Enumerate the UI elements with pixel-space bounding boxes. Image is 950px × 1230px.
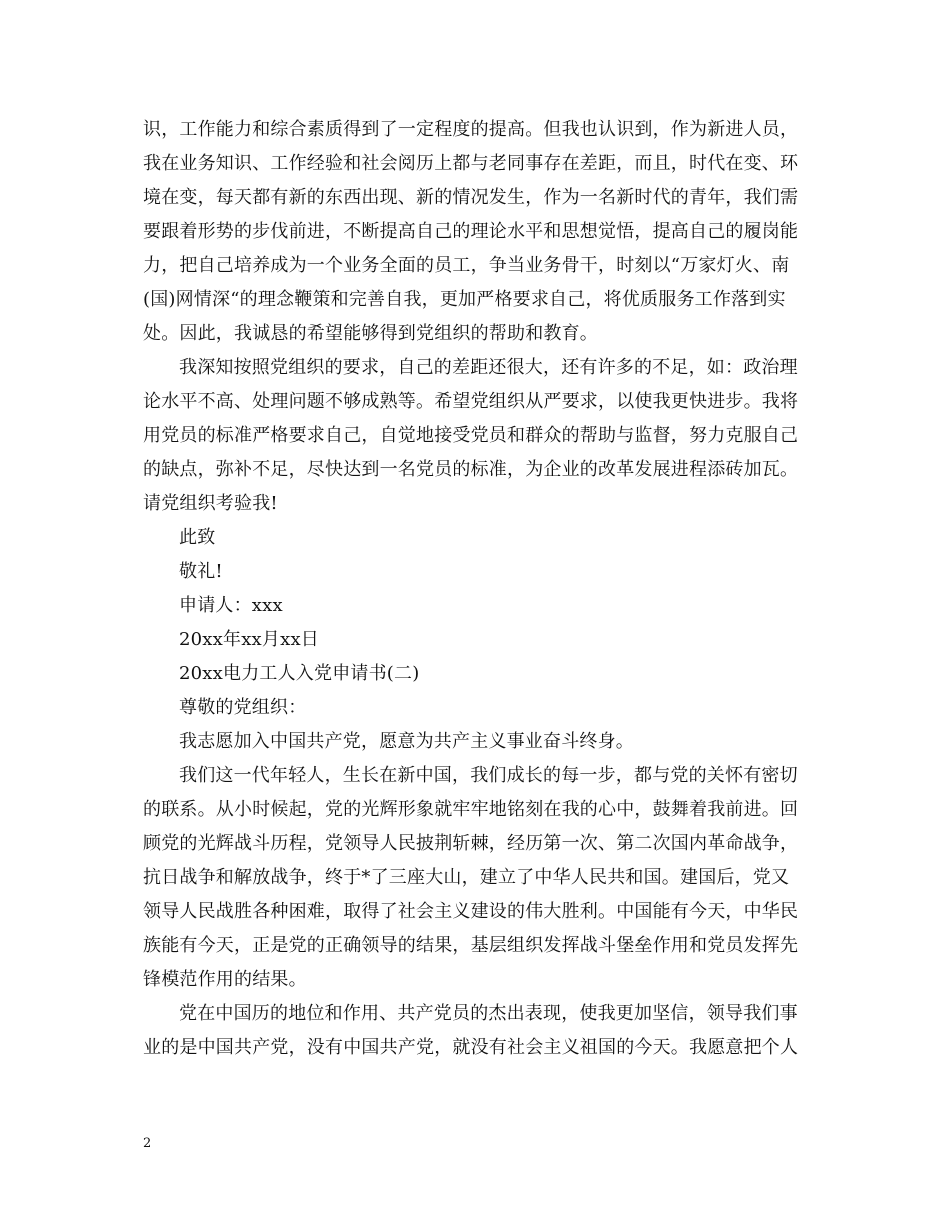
body-line: 我志愿加入中国共产党，愿意为共产主义事业奋斗终身。: [179, 731, 634, 752]
body-line: 论水平不高、处理问题不够成熟等。希望党组织从严要求，以使我更快进步。我将: [143, 391, 799, 412]
body-line: 处。因此，我诚恳的希望能够得到党组织的帮助和教育。: [143, 323, 598, 344]
body-line: 族能有今天，正是党的正确领导的结果，基层组织发挥战斗堡垒作用和党员发挥先: [143, 935, 799, 956]
salutation-line: 敬礼!: [179, 561, 223, 582]
document-body: [143, 113, 813, 1065]
page-number: 2: [143, 1136, 152, 1151]
body-line: 党在中国历的地位和作用、共产党员的杰出表现，使我更加坚信，领导我们事: [179, 1003, 798, 1024]
body-line: 我们这一代年轻人，生长在新中国，我们成长的每一步，都与党的关怀有密切: [179, 765, 798, 786]
date-line: 20xx年xx月xx日: [179, 629, 320, 650]
body-line: 力，把自己培养成为一个业务全面的员工，争当业务骨干，时刻以“万家灯火、南: [143, 255, 790, 276]
body-line: 业的是中国共产党，没有中国共产党，就没有社会主义祖国的今天。我愿意把个人: [143, 1037, 799, 1058]
greeting-line: 尊敬的党组织：: [179, 697, 307, 718]
applicant-line: 申请人：xxx: [179, 595, 283, 616]
body-line: 的联系。从小时候起，党的光辉形象就牢牢地铭刻在我的心中，鼓舞着我前进。回: [143, 799, 799, 820]
body-line: 我深知按照党组织的要求，自己的差距还很大，还有许多的不足，如：政治理: [179, 357, 798, 378]
body-line: 抗日战争和解放战争，终于*了三座大山，建立了中华人民共和国。建国后，党又: [143, 867, 790, 888]
body-line: (国)网情深“的理念鞭策和完善自我，更加严格要求自己，将优质服务工作落到实: [143, 289, 786, 310]
body-line: 识，工作能力和综合素质得到了一定程度的提高。但我也认识到，作为新进人员，: [143, 119, 799, 140]
body-line: 锋模范作用的结果。: [143, 969, 307, 990]
body-line: 要跟着形势的步伐前进，不断提高自己的理论水平和思想觉悟，提高自己的履岗能: [143, 221, 799, 242]
body-line: 用党员的标准严格要求自己，自觉地接受党员和群众的帮助与监督，努力克服自己: [143, 425, 799, 446]
body-line: 请党组织考验我!: [143, 493, 278, 514]
body-line: 我在业务知识、工作经验和社会阅历上都与老同事存在差距，而且，时代在变、环: [143, 153, 799, 174]
body-line: 境在变，每天都有新的东西出现、新的情况发生，作为一名新时代的青年，我们需: [143, 187, 799, 208]
closing-line: 此致: [179, 527, 216, 548]
body-line: 顾党的光辉战斗历程，党领导人民披荆斩棘，经历第一次、第二次国内革命战争，: [143, 833, 799, 854]
section-title: 20xx电力工人入党申请书(二): [179, 663, 420, 684]
body-line: 的缺点，弥补不足，尽快达到一名党员的标准，为企业的改革发展进程添砖加瓦。: [143, 459, 799, 480]
body-line: 领导人民战胜各种困难，取得了社会主义建设的伟大胜利。中国能有今天，中华民: [143, 901, 799, 922]
